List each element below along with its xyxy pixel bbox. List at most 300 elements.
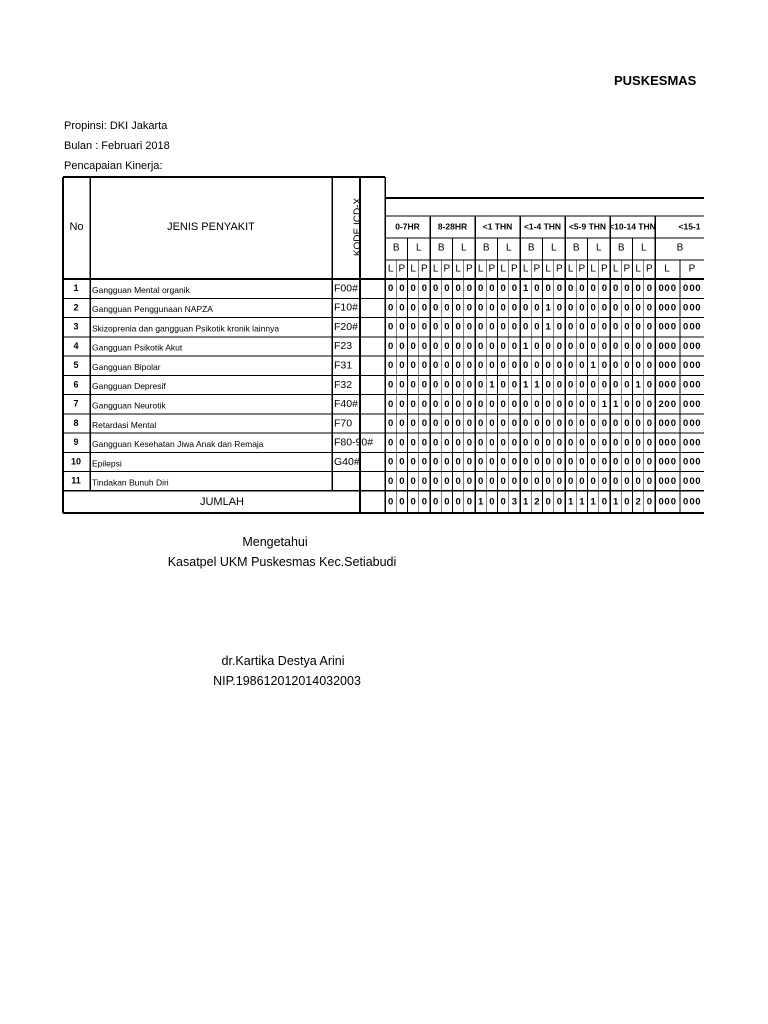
- cell-value: 0: [421, 379, 428, 391]
- cell-value: 0: [545, 398, 551, 410]
- cell-value: 0: [670, 340, 677, 352]
- cell-value: 0: [612, 418, 619, 430]
- row-number: 1: [73, 283, 79, 294]
- cell-value: 0: [556, 302, 563, 314]
- cell-value: 0: [695, 475, 701, 487]
- cell-value: 0: [556, 340, 563, 352]
- cell-value: 0: [682, 475, 689, 487]
- cell-value: 0: [432, 283, 439, 295]
- cell-value: 0: [534, 456, 540, 468]
- cell-value: 0: [522, 437, 529, 449]
- cell-value: 0: [695, 456, 701, 468]
- cell-value: 1: [635, 379, 641, 391]
- total-value: 0: [646, 496, 653, 508]
- cell-value: 0: [432, 302, 439, 314]
- cell-value: 0: [500, 456, 506, 468]
- cell-value: 0: [511, 283, 518, 295]
- sex-p-label: P: [578, 263, 586, 275]
- disease-name: Gangguan Kesehatan Jiwa Anak dan Remaja: [92, 439, 264, 450]
- cell-value: 0: [455, 418, 461, 430]
- cell-value: 0: [635, 475, 641, 487]
- disease-name: Tindakan Bunuh Diri: [92, 477, 169, 488]
- cell-value: 0: [444, 475, 450, 487]
- icd-code: F40#: [334, 398, 358, 411]
- cell-value: 0: [522, 360, 529, 372]
- cell-value: 0: [579, 475, 585, 487]
- sex-l-label: L: [410, 263, 416, 275]
- disease-name: Gangguan Penggunaan NAPZA: [92, 304, 213, 315]
- cell-value: 0: [624, 283, 630, 295]
- cell-value: 0: [410, 302, 416, 314]
- sub-header-l: L: [505, 242, 512, 254]
- icd-code: G40#: [334, 455, 360, 468]
- cell-value: 0: [489, 302, 495, 314]
- cell-value: 0: [545, 283, 551, 295]
- cell-value: 0: [399, 360, 405, 372]
- cell-value: 0: [444, 437, 450, 449]
- cell-value: 0: [432, 418, 439, 430]
- age-group-label: <5-9 THN: [568, 221, 607, 232]
- cell-value: 0: [664, 456, 670, 468]
- cell-value: 0: [466, 321, 473, 333]
- cell-value: 0: [387, 398, 394, 410]
- cell-value: 0: [567, 437, 574, 449]
- cell-value: 0: [477, 360, 484, 372]
- cell-value: 0: [455, 398, 461, 410]
- cell-value: 0: [432, 398, 439, 410]
- cell-value: 0: [432, 475, 439, 487]
- cell-value: 0: [695, 283, 701, 295]
- cell-value: 0: [664, 475, 670, 487]
- cell-value: 0: [664, 321, 670, 333]
- cell-value: 0: [466, 302, 473, 314]
- cell-value: 0: [511, 398, 518, 410]
- row-number: 5: [73, 360, 79, 371]
- cell-value: 0: [477, 456, 484, 468]
- row-number: 7: [73, 398, 79, 409]
- cell-value: 0: [545, 379, 551, 391]
- cell-value: 0: [421, 283, 428, 295]
- sub-header-b: B: [617, 242, 625, 254]
- icd-code: F31: [334, 359, 353, 372]
- cell-value: 0: [646, 360, 653, 372]
- cell-value: 0: [477, 437, 484, 449]
- cell-value: 0: [601, 418, 608, 430]
- cell-value: 0: [579, 437, 585, 449]
- cell-value: 0: [664, 418, 670, 430]
- cell-value: 0: [682, 321, 689, 333]
- cell-value: 0: [522, 475, 529, 487]
- cell-value: 0: [500, 475, 506, 487]
- cell-value: 0: [500, 379, 506, 391]
- cell-value: 0: [601, 360, 608, 372]
- icd-code: F80-90#: [334, 436, 374, 449]
- cell-value: 0: [624, 302, 630, 314]
- sub-header-b: B: [392, 242, 400, 254]
- cell-value: 0: [511, 418, 518, 430]
- cell-value: 0: [477, 475, 484, 487]
- cell-value: 0: [500, 283, 506, 295]
- cell-value: 0: [511, 302, 518, 314]
- signatory-nip: NIP.198612012014032003: [213, 674, 361, 688]
- total-value: 0: [410, 496, 416, 508]
- cell-value: 0: [664, 379, 670, 391]
- cell-value: 0: [399, 437, 405, 449]
- icd-code: F70: [334, 417, 353, 430]
- sub-header-b: B: [676, 242, 684, 254]
- cell-value: 0: [579, 398, 585, 410]
- cell-value: 0: [658, 283, 664, 295]
- cell-value: 0: [511, 475, 518, 487]
- cell-value: 0: [556, 360, 563, 372]
- total-value: 2: [635, 496, 641, 508]
- cell-value: 0: [455, 321, 461, 333]
- sex-p-label: P: [466, 263, 473, 275]
- sex-p-label: P: [488, 263, 496, 275]
- cell-value: 0: [444, 340, 450, 352]
- cell-value: 0: [658, 340, 664, 352]
- cell-value: 0: [695, 340, 701, 352]
- disease-name: Retardasi Mental: [92, 419, 157, 430]
- cell-value: 0: [466, 418, 473, 430]
- cell-value: 1: [545, 321, 551, 333]
- total-value: 1: [522, 496, 529, 508]
- cell-value: 0: [601, 475, 608, 487]
- cell-value: 0: [455, 379, 461, 391]
- cell-value: 0: [689, 418, 695, 430]
- cell-value: 0: [477, 340, 484, 352]
- disease-name: Skizoprenia dan gangguan Psikotik kronik lainnya: [92, 323, 280, 334]
- total-label: JUMLAH: [199, 495, 245, 508]
- icd-code: F10#: [334, 301, 358, 314]
- cell-value: 0: [534, 437, 540, 449]
- cell-value: 0: [695, 437, 701, 449]
- disease-name: Gangguan Mental organik: [92, 284, 190, 295]
- cell-value: 0: [399, 302, 405, 314]
- cell-value: 0: [444, 302, 450, 314]
- cell-value: 0: [624, 321, 630, 333]
- total-value: 0: [556, 496, 563, 508]
- row-number: 10: [70, 456, 82, 467]
- cell-value: 0: [579, 340, 585, 352]
- cell-value: 0: [421, 302, 428, 314]
- cell-value: 1: [534, 379, 540, 391]
- cell-value: 1: [522, 283, 529, 295]
- sex-p-label: P: [443, 263, 451, 275]
- age-group-label: 0-7HR: [395, 221, 420, 232]
- cell-value: 0: [432, 456, 439, 468]
- cell-value: 1: [522, 340, 529, 352]
- cell-value: 0: [466, 283, 473, 295]
- cell-value: 0: [432, 437, 439, 449]
- sex-p-label: P: [533, 263, 541, 275]
- total-value: 0: [500, 496, 506, 508]
- total-value: 0: [695, 496, 701, 508]
- cell-value: 0: [522, 321, 529, 333]
- cell-value: 0: [601, 283, 608, 295]
- sub-header-b: B: [572, 242, 580, 254]
- cell-value: 0: [410, 283, 416, 295]
- cell-value: 0: [399, 398, 405, 410]
- cell-value: 0: [444, 379, 450, 391]
- cell-value: 0: [689, 283, 695, 295]
- cell-value: 0: [646, 379, 653, 391]
- cell-value: 0: [689, 379, 695, 391]
- total-value: 0: [421, 496, 428, 508]
- cell-value: 0: [534, 418, 540, 430]
- disease-name: Gangguan Depresif: [92, 381, 166, 392]
- cell-value: 0: [545, 475, 551, 487]
- cell-value: 0: [545, 418, 551, 430]
- cell-value: 0: [410, 398, 416, 410]
- cell-value: 0: [432, 340, 439, 352]
- cell-value: 0: [556, 456, 563, 468]
- cell-value: 0: [658, 418, 664, 430]
- cell-value: 0: [601, 321, 608, 333]
- cell-value: 0: [387, 283, 394, 295]
- total-value: 0: [670, 496, 677, 508]
- total-value: 0: [387, 496, 394, 508]
- cell-value: 0: [556, 437, 563, 449]
- cell-value: 0: [670, 283, 677, 295]
- propinsi-label: Propinsi: DKI Jakarta: [64, 120, 168, 132]
- icd-code: F20#: [334, 320, 358, 333]
- cell-value: 0: [646, 475, 653, 487]
- cell-value: 0: [590, 398, 596, 410]
- cell-value: 0: [682, 398, 689, 410]
- cell-value: 0: [682, 456, 689, 468]
- sex-p-label: P: [556, 263, 563, 275]
- cell-value: 0: [455, 340, 461, 352]
- cell-value: 0: [567, 283, 574, 295]
- cell-value: 0: [612, 283, 619, 295]
- total-value: 0: [489, 496, 495, 508]
- cell-value: 0: [601, 379, 608, 391]
- total-value: 0: [545, 496, 551, 508]
- cell-value: 0: [612, 475, 619, 487]
- cell-value: 0: [612, 302, 619, 314]
- age-group-label: 8-28HR: [437, 221, 468, 232]
- cell-value: 0: [612, 360, 619, 372]
- cell-value: 0: [399, 456, 405, 468]
- sex-p-label: P: [421, 263, 428, 275]
- cell-value: 0: [444, 456, 450, 468]
- cell-value: 0: [590, 321, 596, 333]
- cell-value: 0: [410, 360, 416, 372]
- cell-value: 0: [689, 340, 695, 352]
- cell-value: 0: [567, 360, 574, 372]
- cell-value: 0: [601, 437, 608, 449]
- sex-l-label: L: [612, 263, 619, 275]
- cell-value: 0: [658, 475, 664, 487]
- cell-value: 0: [579, 456, 585, 468]
- cell-value: 0: [387, 475, 394, 487]
- cell-value: 0: [534, 340, 540, 352]
- cell-value: 0: [534, 398, 540, 410]
- pencapaian-label: Pencapaian Kinerja:: [64, 160, 163, 172]
- cell-value: 0: [399, 340, 405, 352]
- cell-value: 0: [545, 360, 551, 372]
- cell-value: 0: [658, 360, 664, 372]
- cell-value: 0: [590, 437, 596, 449]
- cell-value: 1: [601, 398, 608, 410]
- cell-value: 0: [567, 475, 574, 487]
- total-value: 2: [534, 496, 540, 508]
- cell-value: 0: [664, 437, 670, 449]
- sex-p-label: P: [511, 263, 518, 275]
- sub-header-b: B: [482, 242, 490, 254]
- cell-value: 0: [689, 321, 695, 333]
- cell-value: 0: [601, 340, 608, 352]
- cell-value: 0: [635, 398, 641, 410]
- cell-value: 0: [500, 360, 506, 372]
- cell-value: 0: [522, 456, 529, 468]
- cell-value: 0: [670, 302, 677, 314]
- cell-value: 0: [624, 340, 630, 352]
- cell-value: 0: [590, 418, 596, 430]
- cell-value: 0: [567, 340, 574, 352]
- cell-value: 0: [534, 321, 540, 333]
- cell-value: 0: [695, 321, 701, 333]
- cell-value: 0: [664, 398, 670, 410]
- cell-value: 0: [689, 302, 695, 314]
- cell-value: 1: [612, 398, 619, 410]
- cell-value: 0: [511, 321, 518, 333]
- cell-value: 0: [646, 398, 653, 410]
- cell-value: 0: [489, 398, 495, 410]
- total-value: 3: [511, 496, 518, 508]
- cell-value: 0: [635, 418, 641, 430]
- cell-value: 0: [477, 321, 484, 333]
- total-value: 0: [624, 496, 630, 508]
- cell-value: 0: [466, 456, 473, 468]
- cell-value: 0: [682, 360, 689, 372]
- signatory-name: dr.Kartika Destya Arini: [221, 654, 345, 668]
- cell-value: 0: [466, 379, 473, 391]
- bulan-label: Bulan : Februari 2018: [64, 140, 170, 152]
- cell-value: 0: [522, 398, 529, 410]
- cell-value: 0: [695, 302, 701, 314]
- cell-value: 0: [421, 360, 428, 372]
- cell-value: 0: [670, 398, 677, 410]
- cell-value: 0: [500, 340, 506, 352]
- total-value: 0: [399, 496, 405, 508]
- cell-value: 0: [466, 360, 473, 372]
- sex-l-label: L: [545, 263, 551, 275]
- disease-name: Gangguan Bipolar: [92, 361, 161, 372]
- cell-value: 0: [646, 321, 653, 333]
- row-number: 8: [73, 417, 79, 428]
- cell-value: 0: [421, 340, 428, 352]
- cell-value: 0: [635, 283, 641, 295]
- cell-value: 1: [522, 379, 529, 391]
- cell-value: 0: [534, 302, 540, 314]
- cell-value: 0: [664, 283, 670, 295]
- cell-value: 0: [477, 302, 484, 314]
- cell-value: 1: [489, 379, 495, 391]
- cell-value: 0: [624, 418, 630, 430]
- cell-value: 0: [579, 418, 585, 430]
- sex-p-label: P: [688, 263, 696, 275]
- cell-value: 0: [646, 437, 653, 449]
- cell-value: 0: [556, 398, 563, 410]
- cell-value: 0: [466, 475, 473, 487]
- row-number: 3: [73, 321, 79, 332]
- icd-code: F00#: [334, 282, 358, 295]
- cell-value: 0: [635, 456, 641, 468]
- cell-value: 0: [489, 283, 495, 295]
- sub-header-l: L: [550, 242, 557, 254]
- cell-value: 0: [421, 418, 428, 430]
- cell-value: 0: [646, 283, 653, 295]
- total-value: 0: [664, 496, 670, 508]
- cell-value: 0: [444, 283, 450, 295]
- cell-value: 0: [534, 283, 540, 295]
- cell-value: 0: [387, 418, 394, 430]
- cell-value: 0: [455, 360, 461, 372]
- cell-value: 0: [489, 437, 495, 449]
- sub-header-l: L: [415, 242, 422, 254]
- cell-value: 0: [612, 340, 619, 352]
- cell-value: 0: [511, 437, 518, 449]
- cell-value: 0: [399, 283, 405, 295]
- cell-value: 0: [489, 340, 495, 352]
- total-value: 1: [590, 496, 596, 508]
- cell-value: 0: [455, 437, 461, 449]
- cell-value: 0: [689, 456, 695, 468]
- cell-value: 0: [387, 379, 394, 391]
- cell-value: 0: [511, 379, 518, 391]
- cell-value: 0: [410, 379, 416, 391]
- cell-value: 0: [612, 437, 619, 449]
- cell-value: 0: [489, 360, 495, 372]
- cell-value: 0: [477, 283, 484, 295]
- cell-value: 0: [579, 302, 585, 314]
- cell-value: 0: [579, 360, 585, 372]
- cell-value: 0: [387, 360, 394, 372]
- age-group-label: <1 THN: [482, 221, 513, 232]
- row-number: 6: [73, 379, 79, 390]
- row-number: 9: [73, 437, 79, 448]
- sex-l-label: L: [477, 263, 484, 275]
- cell-value: 0: [658, 437, 664, 449]
- cell-value: 0: [387, 456, 394, 468]
- total-value: 0: [682, 496, 689, 508]
- cell-value: 0: [567, 321, 574, 333]
- sex-l-label: L: [500, 263, 506, 275]
- header-kode-icd: KODE ICD-X: [352, 197, 364, 257]
- sub-header-l: L: [595, 242, 602, 254]
- cell-value: 0: [399, 475, 405, 487]
- cell-value: 0: [590, 456, 596, 468]
- sex-l-label: L: [664, 263, 670, 275]
- cell-value: 0: [682, 302, 689, 314]
- header-jenis-penyakit: JENIS PENYAKIT: [167, 220, 255, 233]
- cell-value: 0: [670, 437, 677, 449]
- cell-value: 0: [624, 398, 630, 410]
- cell-value: 0: [601, 456, 608, 468]
- cell-value: 0: [556, 283, 563, 295]
- cell-value: 0: [612, 456, 619, 468]
- cell-value: 0: [624, 437, 630, 449]
- sex-p-label: P: [623, 263, 631, 275]
- cell-value: 0: [556, 475, 563, 487]
- cell-value: 0: [682, 340, 689, 352]
- cell-value: 0: [682, 379, 689, 391]
- cell-value: 0: [646, 456, 653, 468]
- cell-value: 0: [567, 418, 574, 430]
- cell-value: 0: [545, 456, 551, 468]
